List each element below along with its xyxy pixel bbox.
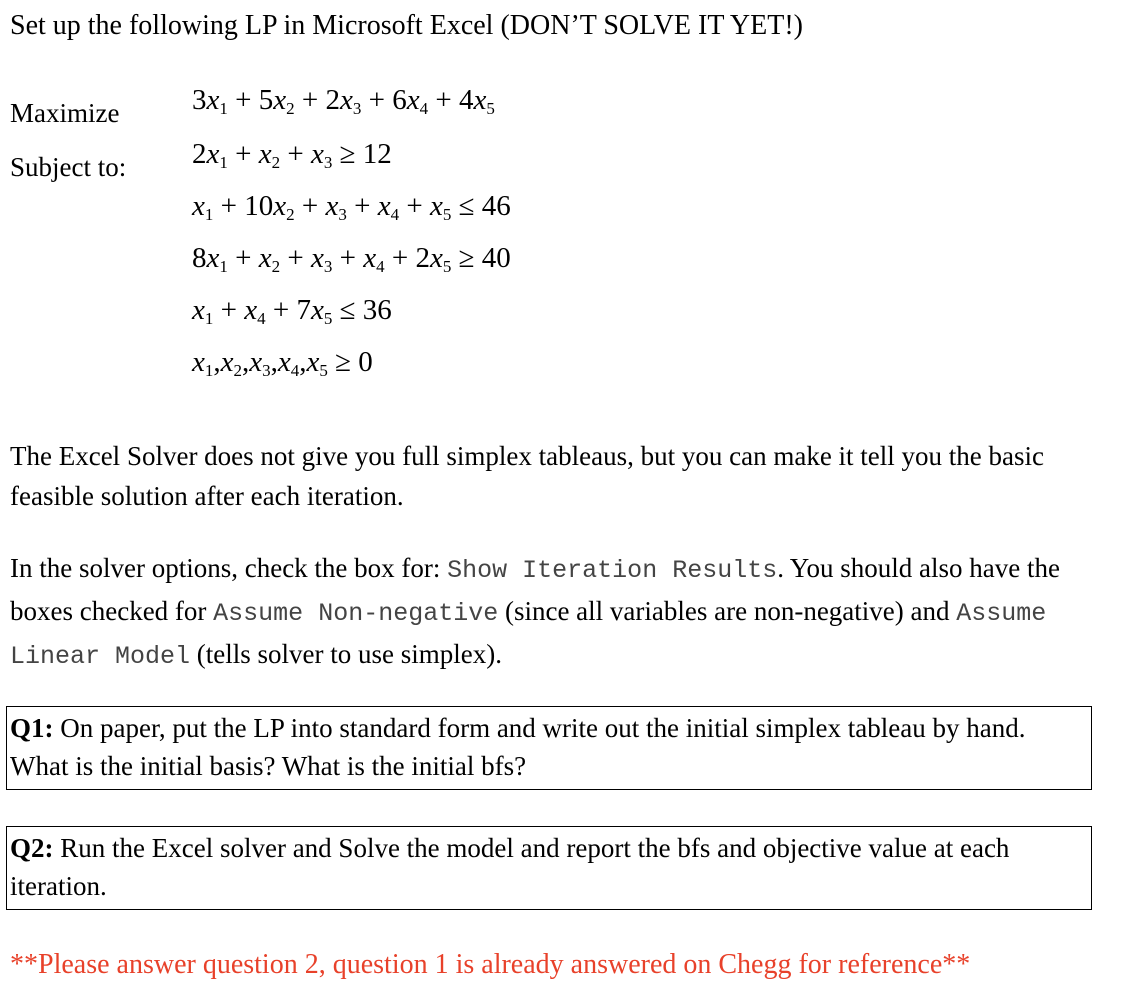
operator: + <box>384 242 416 274</box>
variable: x <box>192 190 205 222</box>
relation-symbol: ≥ <box>451 242 482 274</box>
request-note: **Please answer question 2, question 1 is already answered on Chegg for reference** <box>10 949 971 980</box>
variable-subscript: 5 <box>486 99 495 118</box>
variable-subscript: 1 <box>219 257 228 276</box>
constraint-3 <box>192 242 511 275</box>
variable: x <box>473 84 487 116</box>
operator: + <box>346 190 378 222</box>
operator: + <box>332 242 364 274</box>
operator: + <box>294 190 326 222</box>
variable-subscript: 2 <box>286 205 295 224</box>
coefficient: 5 <box>258 84 274 116</box>
operator: , <box>270 346 278 378</box>
solver-text-2: . You should also have the boxes checked for <box>10 553 1060 626</box>
question-1-text: On paper, put the LP into standard form and write out the initial simplex tableau by hand. What is the initial basis? What is the initial bfs? <box>10 713 1026 781</box>
variable-subscript: 1 <box>219 99 228 118</box>
operator: + <box>280 138 311 170</box>
variable: x <box>273 190 287 222</box>
variable-subscript: 1 <box>204 361 214 380</box>
variable-subscript: 1 <box>204 205 214 224</box>
coefficient: 10 <box>244 190 274 222</box>
variable: x <box>192 346 205 378</box>
constraint-1 <box>192 138 392 171</box>
variable: x <box>339 84 353 116</box>
variable: x <box>206 84 220 116</box>
question-2-label: Q2: <box>10 833 54 863</box>
variable-subscript: 3 <box>338 205 347 224</box>
operator: + <box>213 294 245 326</box>
subject-to-label: Subject to: <box>10 152 127 182</box>
solver-text-4: (tells solver to use simplex). <box>190 639 502 669</box>
relation-symbol: ≥ <box>327 346 359 378</box>
operator: , <box>242 346 250 378</box>
variable: x <box>325 190 339 222</box>
constraint-2 <box>192 190 511 223</box>
variable-subscript: 4 <box>376 257 385 276</box>
variable-subscript: 5 <box>319 361 328 380</box>
variable: x <box>363 242 377 274</box>
variable-subscript: 2 <box>286 99 295 118</box>
coefficient: 2 <box>325 84 340 116</box>
variable: x <box>377 190 391 222</box>
nonnegativity-constraint <box>192 346 373 379</box>
coefficient: 2 <box>192 138 207 170</box>
variable: x <box>429 190 443 222</box>
variable-subscript: 3 <box>262 361 271 380</box>
variable: x <box>310 138 324 170</box>
variable: x <box>429 242 443 274</box>
variable-subscript: 5 <box>442 257 452 276</box>
variable-subscript: 3 <box>352 99 362 118</box>
variable-subscript: 2 <box>271 257 281 276</box>
solver-text-1: In the solver options, check the box for: <box>10 553 448 583</box>
variable-subscript: 5 <box>442 205 452 224</box>
question-1-label: Q1: <box>10 713 54 743</box>
right-hand-side: 36 <box>362 294 392 326</box>
operator: + <box>227 138 259 170</box>
variable: x <box>249 346 263 378</box>
variable-subscript: 4 <box>390 205 400 224</box>
variable-subscript: 3 <box>323 257 333 276</box>
code-assume-non-negative: Assume Non-negative <box>213 599 499 628</box>
variable-subscript: 2 <box>233 361 242 380</box>
operator: + <box>265 294 297 326</box>
variable-subscript: 1 <box>204 309 214 328</box>
relation-symbol: ≤ <box>451 190 482 222</box>
constraint-4 <box>192 294 392 327</box>
variable: x <box>273 84 287 116</box>
variable: x <box>192 294 205 326</box>
operator: + <box>428 84 459 116</box>
variable: x <box>310 242 324 274</box>
coefficient: 3 <box>192 84 207 116</box>
variable: x <box>310 294 324 326</box>
operator: + <box>227 84 259 116</box>
variable: x <box>244 294 258 326</box>
variable-subscript: 5 <box>323 309 333 328</box>
right-hand-side: 46 <box>481 190 511 222</box>
variable-subscript: 4 <box>257 309 266 328</box>
variable: x <box>306 346 320 378</box>
variable: x <box>220 346 234 378</box>
right-hand-side: 40 <box>481 242 511 274</box>
coefficient: 4 <box>458 84 474 116</box>
variable-subscript: 3 <box>323 153 333 172</box>
relation-symbol: ≥ <box>332 138 363 170</box>
coefficient: 8 <box>192 242 207 274</box>
operator: , <box>299 346 307 378</box>
maximize-label: Maximize <box>10 98 120 128</box>
relation-symbol: ≤ <box>332 294 363 326</box>
variable-subscript: 4 <box>290 361 300 380</box>
variable: x <box>206 242 220 274</box>
variable: x <box>206 138 220 170</box>
variable: x <box>258 242 272 274</box>
code-show-iteration-results: Show Iteration Results <box>447 556 778 585</box>
question-2-text: Run the Excel solver and Solve the model and report the bfs and objective value at each iteration. <box>10 833 1010 901</box>
code-assume-linear-model: Assume Linear Model <box>10 599 1047 671</box>
operator: + <box>294 84 326 116</box>
coefficient: 2 <box>415 242 430 274</box>
intro-paragraph: The Excel Solver does not give you full simplex tableaus, but you can make it tell you the basic feasible solution after each iteration. <box>10 441 1045 511</box>
question-2-box <box>6 826 1092 910</box>
operator: + <box>399 190 430 222</box>
question-1-box <box>6 706 1092 790</box>
right-hand-side: 12 <box>362 138 392 170</box>
variable-subscript: 4 <box>419 99 429 118</box>
solver-options-paragraph <box>10 548 1100 677</box>
variable-subscript: 2 <box>271 153 281 172</box>
page-title: Set up the following LP in Microsoft Excel (DON’T SOLVE IT YET!) <box>10 10 803 41</box>
coefficient: 7 <box>296 294 311 326</box>
variable: x <box>406 84 420 116</box>
operator: + <box>227 242 259 274</box>
right-hand-side: 0 <box>358 346 373 378</box>
variable: x <box>277 346 291 378</box>
variable: x <box>258 138 272 170</box>
coefficient: 6 <box>392 84 407 116</box>
operator: + <box>280 242 311 274</box>
variable-subscript: 1 <box>219 153 228 172</box>
operator: + <box>213 190 245 222</box>
operator: + <box>361 84 393 116</box>
objective-function <box>192 84 495 117</box>
solver-text-3: (since all variables are non-negative) and <box>498 596 957 626</box>
operator: , <box>213 346 221 378</box>
